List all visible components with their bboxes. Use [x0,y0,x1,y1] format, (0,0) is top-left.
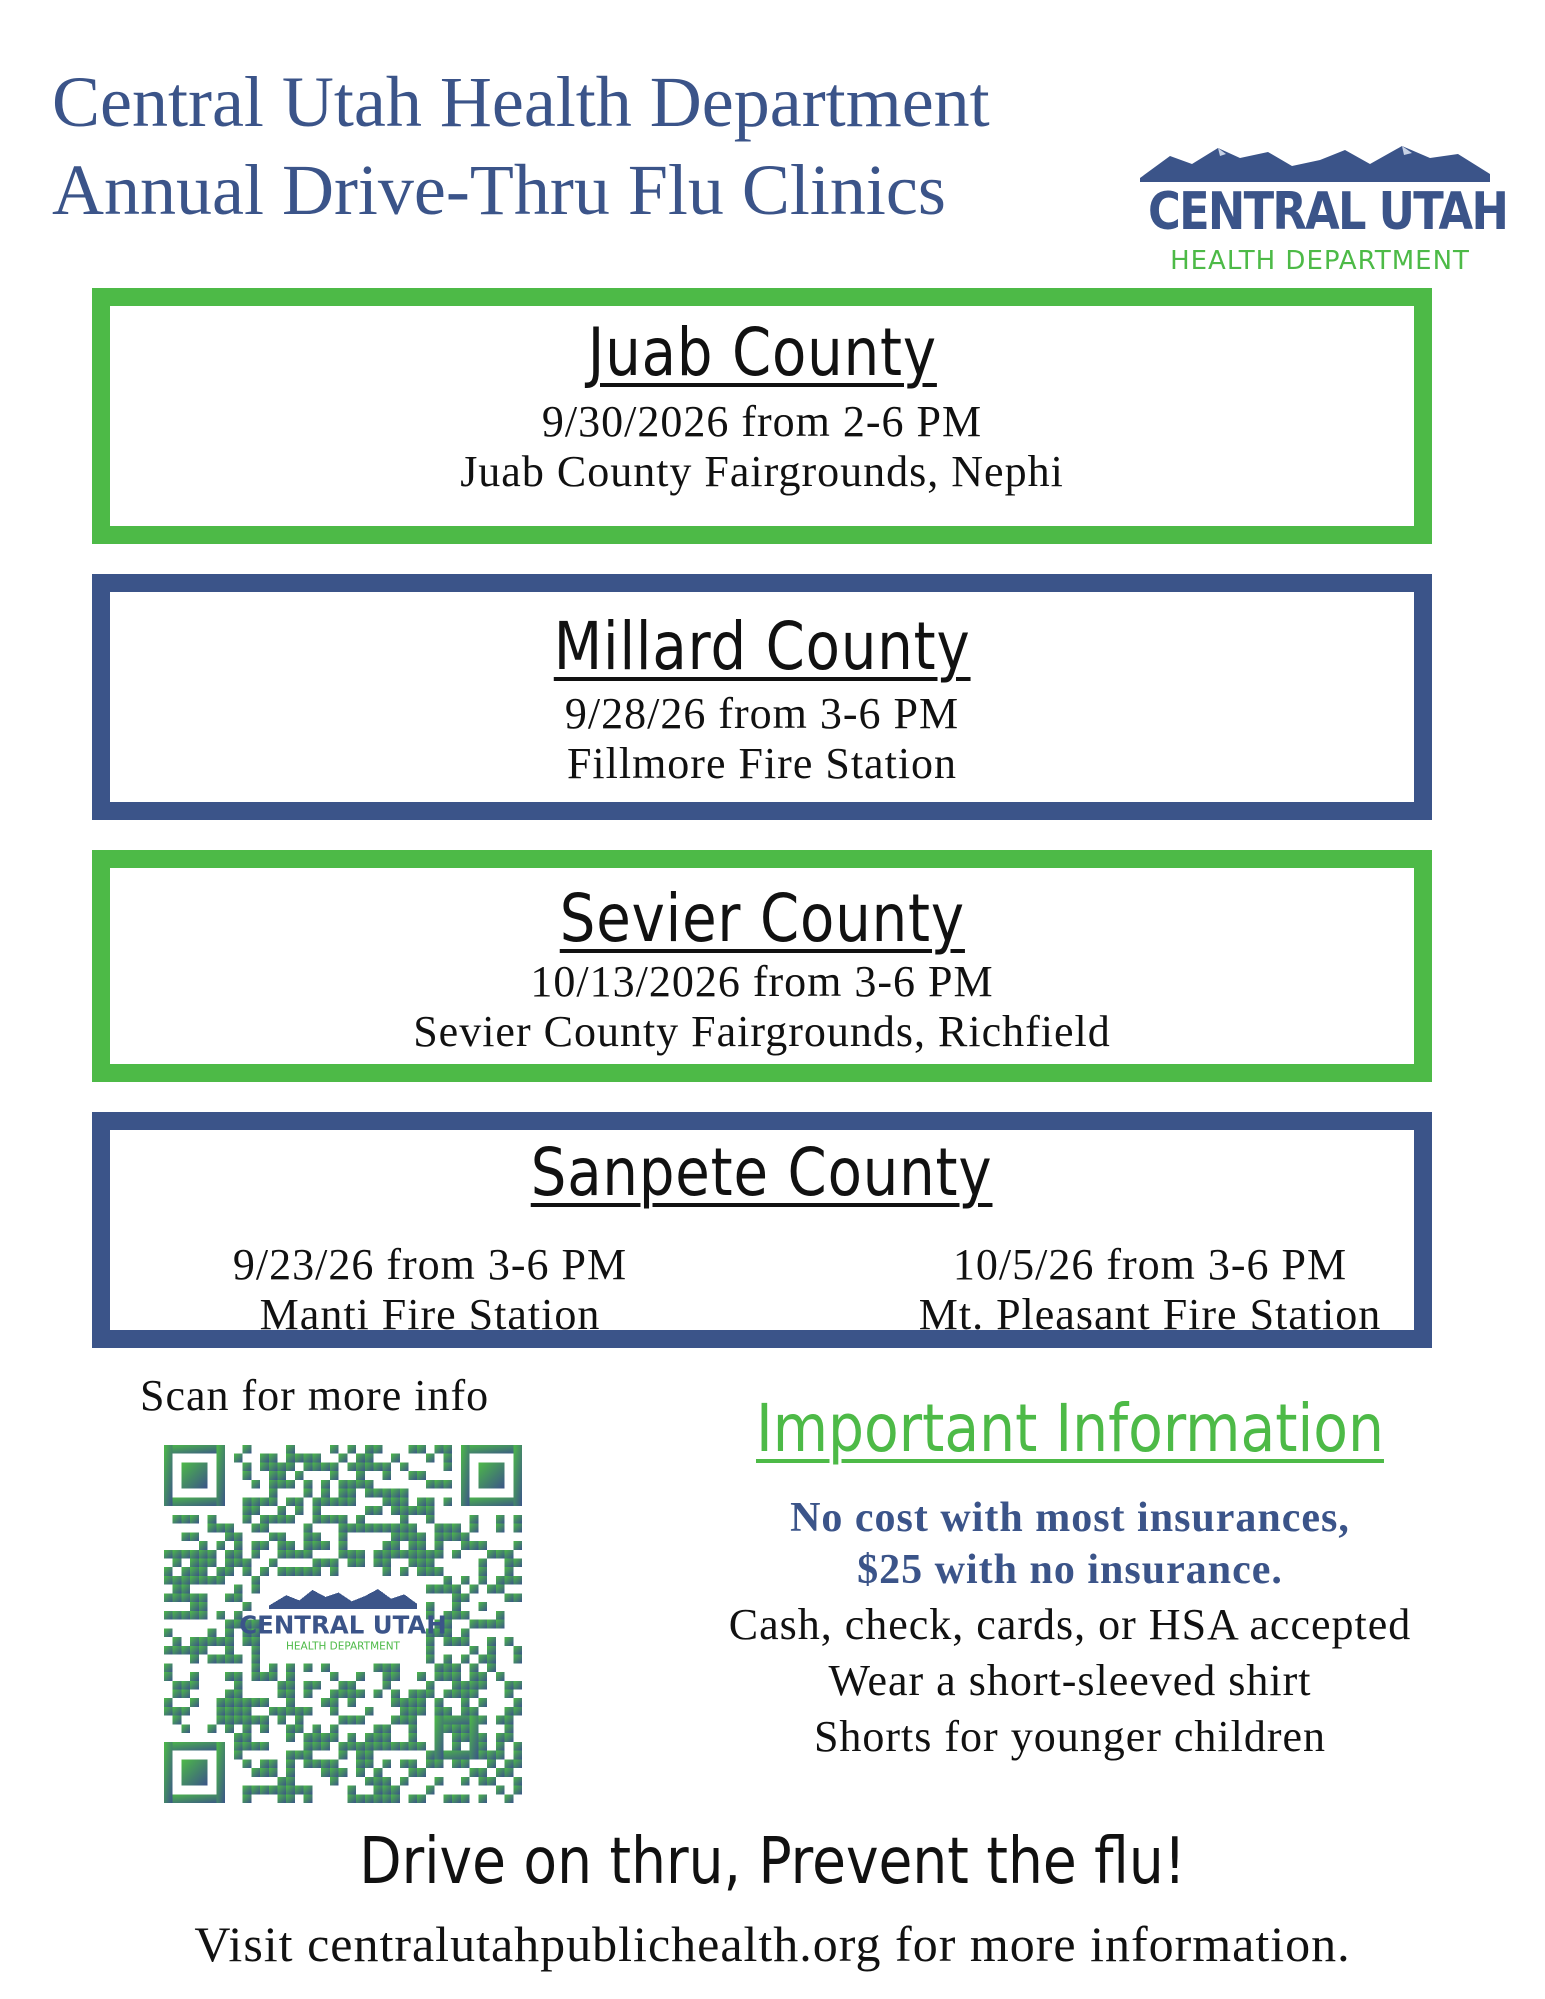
logo-subtitle: HEALTH DEPARTMENT [1170,246,1470,276]
scan-label: Scan for more info [140,1371,490,1420]
slogan: Drive on thru, Prevent the flu! [359,1825,1186,1899]
health-department-logo [1140,140,1508,280]
millard-location: Fillmore Fire Station [566,739,958,788]
shirt-info: Wear a short-sleeved shirt [828,1656,1312,1705]
sevier-county-box [92,850,1432,1082]
juab-location: Juab County Fairgrounds, Nephi [460,447,1064,496]
sanpete-right-date: 10/5/26 from 3-6 PM [952,1240,1348,1289]
payment-info: Cash, check, cards, or HSA accepted [728,1600,1412,1649]
logo-name: CENTRAL UTAH [1148,182,1508,242]
important-info-title: Important Information [755,1390,1384,1467]
sevier-county-title: Sevier County [559,880,965,957]
cost-line-2: $25 with no insurance. [857,1547,1283,1593]
sanpete-county-title: Sanpete County [531,1134,993,1211]
millard-county-box [92,574,1432,820]
millard-county-title: Millard County [553,608,971,685]
qr-logo-name: CENTRAL UTAH [239,1610,447,1640]
sanpete-county-box [92,1112,1432,1348]
cost-line-1: No cost with most insurances, [790,1495,1350,1541]
sanpete-right-location: Mt. Pleasant Fire Station [918,1290,1382,1339]
sevier-date: 10/13/2026 from 3-6 PM [530,957,994,1006]
qr-code-icon[interactable] [164,1445,522,1803]
juab-county-title: Juab County [587,314,937,391]
header-title-line1: Central Utah Health Department [52,62,990,142]
sanpete-left-clinic [150,1240,710,1340]
qr-logo-subtitle: HEALTH DEPARTMENT [286,1640,400,1653]
millard-date: 9/28/26 from 3-6 PM [564,689,960,738]
sanpete-right-clinic [870,1240,1430,1340]
visit-website-text[interactable]: Visit centralutahpublichealth.org for more information. [194,1916,1351,1972]
juab-date: 9/30/2026 from 2-6 PM [541,397,983,446]
page-header [52,58,990,234]
header-title-line2: Annual Drive-Thru Flu Clinics [52,150,946,230]
juab-county-box [92,288,1432,544]
sanpete-left-location: Manti Fire Station [259,1290,601,1339]
shorts-info: Shorts for younger children [813,1712,1327,1761]
sanpete-left-date: 9/23/26 from 3-6 PM [232,1240,628,1289]
sevier-location: Sevier County Fairgrounds, Richfield [413,1007,1111,1056]
